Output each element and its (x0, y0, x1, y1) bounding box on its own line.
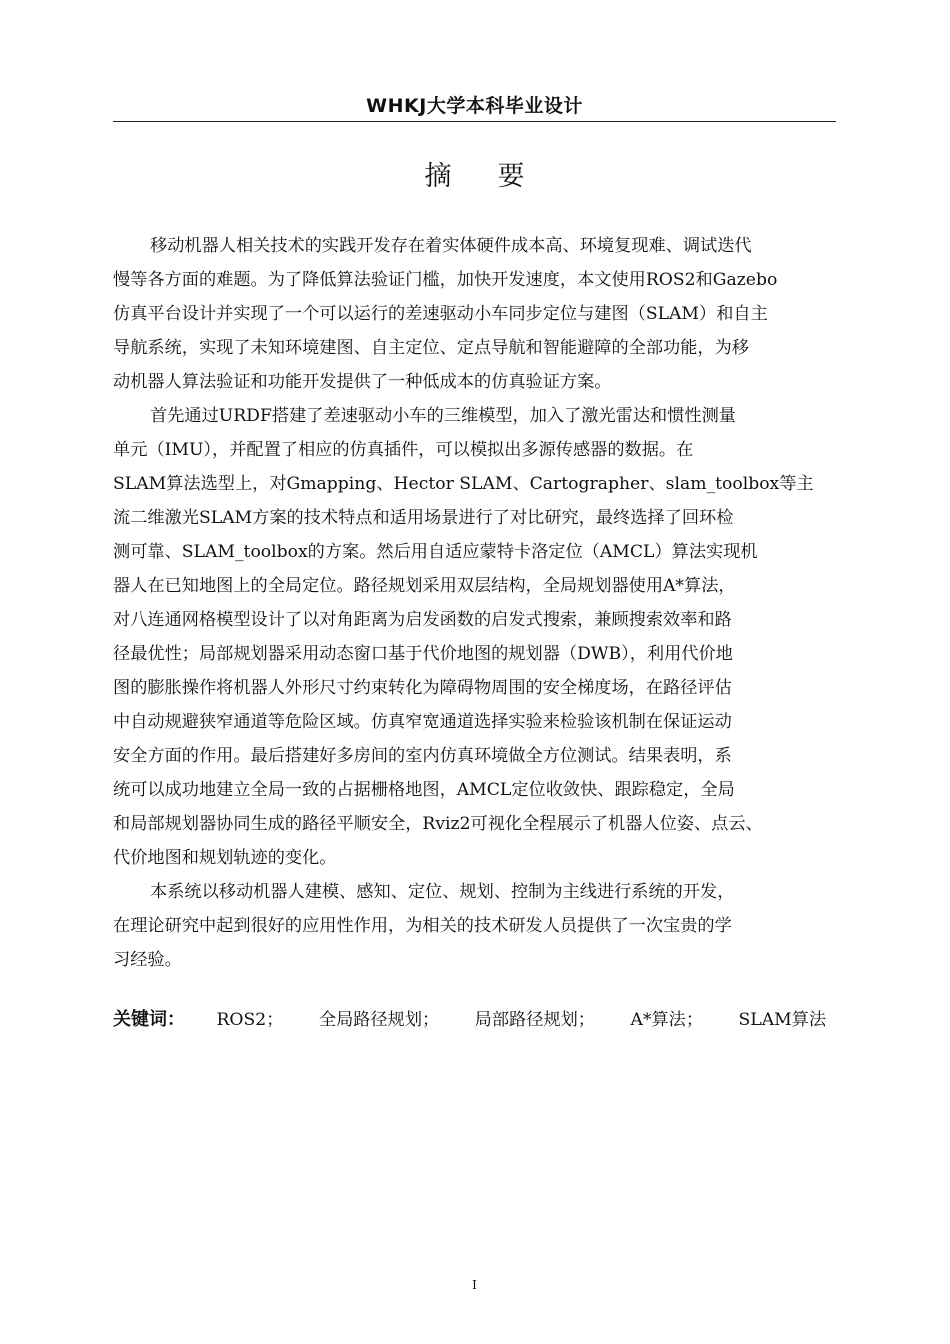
running-header: WHKJ大学本科毕业设计 (366, 95, 583, 117)
text-line: 本系统以移动机器人建模、感知、定位、规划、控制为主线进行系统的开发， (150, 882, 735, 902)
text-line: 流二维激光SLAM方案的技术特点和适用场景进行了对比研究，最终选择了回环检 (113, 508, 734, 528)
text-line: 习经验。 (113, 950, 182, 970)
abstract-body (113, 229, 848, 977)
paragraph-3 (113, 875, 848, 977)
text-line: 中自动规避狭窄通道等危险区域。仿真窄宽通道选择实验来检验该机制在保证运动 (113, 712, 732, 732)
keyword-item: 全局路径规划； (318, 1010, 440, 1030)
keywords-label: 关键词： (113, 1009, 185, 1030)
text-line: 对八连通网格模型设计了以对角距离为启发函数的启发式搜索，兼顾搜索效率和路 (113, 610, 732, 630)
text-line: 在理论研究中起到很好的应用性作用，为相关的技术研发人员提供了一次宝贵的学 (113, 916, 732, 936)
text-line: 首先通过URDF搭建了差速驱动小车的三维模型，加入了激光雷达和惯性测量 (150, 406, 736, 426)
text-line: 安全方面的作用。最后搭建好多房间的室内仿真环境做全方位测试。结果表明，系 (113, 746, 732, 766)
paragraph-1 (113, 229, 848, 399)
text-line: 径最优性；局部规划器采用动态窗口基于代价地图的规划器（DWB），利用代价地 (113, 644, 733, 664)
text-line: 动机器人算法验证和功能开发提供了一种低成本的仿真验证方案。 (113, 372, 612, 392)
keyword-item: SLAM算法 (738, 1010, 827, 1030)
abstract-title: 摘要 (424, 161, 571, 192)
text-line: SLAM算法选型上，对Gmapping、Hector SLAM、Cartographer、slam_toolbox等主 (113, 474, 814, 494)
keyword-item: 局部路径规划； (474, 1010, 595, 1030)
text-line: 慢等各方面的难题。为了降低算法验证门槛，加快开发速度，本文使用ROS2和Gazebo (113, 270, 778, 290)
keyword-item: A*算法； (630, 1010, 704, 1030)
keyword-item: ROS2； (216, 1010, 284, 1030)
text-line: 导航系统，实现了未知环境建图、自主定位、定点导航和智能避障的全部功能，为移 (113, 338, 749, 358)
text-line: 统可以成功地建立全局一致的占据栅格地图，AMCL定位收敛快、跟踪稳定，全局 (113, 780, 735, 800)
text-line: 和局部规划器协同生成的路径平顺安全，Rviz2可视化全程展示了机器人位姿、点云、 (113, 814, 763, 834)
paragraph-2 (113, 399, 848, 875)
header-divider (113, 121, 836, 122)
keywords-row (113, 1003, 848, 1037)
page-number: I (472, 1278, 477, 1292)
text-line: 单元（IMU），并配置了相应的仿真插件，可以模拟出多源传感器的数据。在 (113, 440, 694, 460)
text-line: 移动机器人相关技术的实践开发存在着实体硬件成本高、环境复现难、调试迭代 (150, 236, 752, 256)
text-line: 图的膨胀操作将机器人外形尺寸约束转化为障碍物周围的安全梯度场，在路径评估 (113, 678, 732, 698)
text-line: 仿真平台设计并实现了一个可以运行的差速驱动小车同步定位与建图（SLAM）和自主 (113, 304, 768, 324)
text-line: 器人在已知地图上的全局定位。路径规划采用双层结构，全局规划器使用A*算法， (113, 576, 736, 596)
text-line: 测可靠、SLAM_toolbox的方案。然后用自适应蒙特卡洛定位（AMCL）算法实现机 (113, 542, 758, 562)
text-line: 代价地图和规划轨迹的变化。 (113, 848, 337, 868)
